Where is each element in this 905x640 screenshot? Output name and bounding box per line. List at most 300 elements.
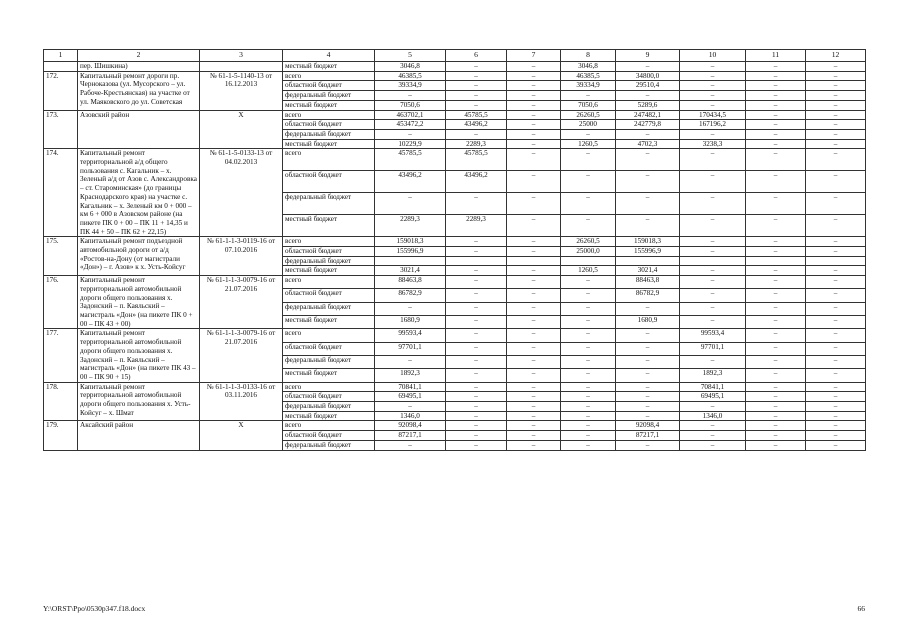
table-row [44,110,866,120]
value-cell: – [446,62,507,72]
value-cell: – [446,266,507,276]
value-cell: – [507,247,561,257]
object-name: Азовский район [78,110,200,149]
header-cell: 1 [44,50,78,62]
value-cell: – [446,129,507,139]
value-cell: – [806,237,866,247]
object-name: Капитальный ремонт территориальной автомобильной дороги общего пользования х. Задонский – п. Каяльский – магистраль «Дон» (на пикете ПК 0 + 00 – ПК 43 + 00) [78,276,200,329]
approval-document [200,62,283,72]
value-cell: 3046,8 [561,62,616,72]
value-cell: – [806,329,866,342]
table-row [44,421,866,431]
value-cell: – [507,237,561,247]
value-cell: – [375,302,446,315]
object-name: Капитальный ремонт территориальной а/д общего пользования с. Кагальник – х. Зеленый а/д от Азов с. Александровка – ст. Староминская» (до границы Краснодарского края) на участке с. Кагальник – х. Зеленый км 0 + 000 – км 6 + 000 в Азовском районе (на пикете ПК 0 + 00 – ПК 11 + 14,35 и ПК 44 + 50 – ПК 62 + 22,15) [78,149,200,237]
value-cell: 1260,5 [561,139,616,149]
value-cell: – [616,91,680,101]
value-cell: 46385,5 [561,71,616,81]
funding-source: областной бюджет [283,342,375,355]
value-cell: 86782,9 [616,289,680,302]
funding-source: федеральный бюджет [283,129,375,139]
value-cell: – [680,431,746,441]
value-cell: 242779,8 [616,120,680,130]
funding-source: местный бюджет [283,266,375,276]
value-cell: – [507,120,561,130]
value-cell: – [561,355,616,368]
value-cell: – [616,369,680,382]
value-cell: – [446,247,507,257]
value-cell: – [746,411,806,421]
value-cell: 167196,2 [680,120,746,130]
value-cell: – [616,382,680,392]
value-cell: 155996,9 [616,247,680,257]
value-cell: – [806,289,866,302]
value-cell: – [680,302,746,315]
value-cell: – [806,411,866,421]
value-cell [746,256,806,266]
funding-source: областной бюджет [283,171,375,193]
table-row [44,62,866,72]
value-cell: 4702,3 [616,139,680,149]
value-cell: – [446,302,507,315]
value-cell: – [507,302,561,315]
value-cell: 1260,5 [561,266,616,276]
value-cell: 247482,1 [616,110,680,120]
value-cell: – [507,171,561,193]
row-number: 178. [44,382,78,421]
value-cell: – [507,149,561,171]
value-cell: – [507,81,561,91]
header-cell: 8 [561,50,616,62]
row-number: 173. [44,110,78,149]
value-cell: 453472,2 [375,120,446,130]
value-cell: – [806,120,866,130]
value-cell: – [446,71,507,81]
value-cell: – [806,382,866,392]
value-cell: – [616,411,680,421]
approval-document: X [200,110,283,149]
value-cell: – [680,62,746,72]
value-cell: – [680,193,746,215]
value-cell: 43496,2 [446,171,507,193]
value-cell: 26260,5 [561,237,616,247]
value-cell: – [446,289,507,302]
funding-source: областной бюджет [283,289,375,302]
value-cell: – [507,215,561,237]
value-cell: – [746,431,806,441]
funding-source: федеральный бюджет [283,91,375,101]
value-cell: – [680,316,746,329]
table-row [44,276,866,289]
object-name: Капитальный ремонт дороги пр. Черноказова (ул. Мусорского – ул. Рабоче-Крестьянская) на участке от ул. Маяковского до ул. Советская [78,71,200,110]
value-cell: 3046,8 [375,62,446,72]
value-cell: – [446,355,507,368]
value-cell: – [561,302,616,315]
funding-source: всего [283,382,375,392]
value-cell: – [806,302,866,315]
value-cell: – [561,342,616,355]
header-cell: 10 [680,50,746,62]
value-cell: – [375,402,446,412]
value-cell: – [507,411,561,421]
value-cell: 87217,1 [616,431,680,441]
value-cell: – [616,355,680,368]
value-cell: – [746,421,806,431]
value-cell: 43496,2 [446,120,507,130]
value-cell: 3238,3 [680,139,746,149]
row-number: 174. [44,149,78,237]
value-cell: – [507,431,561,441]
value-cell: 1346,0 [680,411,746,421]
value-cell: – [446,342,507,355]
value-cell: – [746,139,806,149]
value-cell: 7050,6 [561,100,616,110]
value-cell: – [746,81,806,91]
value-cell: – [806,276,866,289]
funding-source: областной бюджет [283,392,375,402]
value-cell: – [375,355,446,368]
value-cell: 5289,6 [616,100,680,110]
object-name: Капитальный ремонт подъездной автомобильной дороги от а/д «Ростов-на-Дону (от магистрали «Дон») – г. Азов» к х. Усть-Койсуг [78,237,200,276]
value-cell: – [446,316,507,329]
value-cell: – [746,193,806,215]
value-cell: – [375,129,446,139]
header-row [44,50,866,62]
value-cell: – [507,402,561,412]
value-cell: – [746,392,806,402]
value-cell: – [561,193,616,215]
value-cell: – [446,421,507,431]
value-cell: 88463,8 [375,276,446,289]
funding-source: федеральный бюджет [283,402,375,412]
value-cell: – [680,81,746,91]
value-cell: – [746,91,806,101]
funding-source: федеральный бюджет [283,193,375,215]
value-cell: – [746,302,806,315]
funding-source: местный бюджет [283,316,375,329]
value-cell: – [806,171,866,193]
value-cell: – [507,316,561,329]
funding-source: федеральный бюджет [283,355,375,368]
value-cell: – [806,392,866,402]
approval-document: X [200,421,283,450]
value-cell: – [507,369,561,382]
value-cell: 86782,9 [375,289,446,302]
value-cell: – [561,369,616,382]
value-cell: – [680,71,746,81]
value-cell: – [561,440,616,450]
funding-source: всего [283,237,375,247]
value-cell: – [746,382,806,392]
value-cell: 1892,3 [375,369,446,382]
value-cell: 2289,3 [446,215,507,237]
value-cell: 99593,4 [375,329,446,342]
table-row [44,329,866,342]
value-cell: – [616,402,680,412]
value-cell: – [680,247,746,257]
value-cell: 3021,4 [375,266,446,276]
value-cell: – [680,129,746,139]
value-cell: – [561,402,616,412]
value-cell: – [616,302,680,315]
value-cell: – [507,329,561,342]
value-cell: – [375,91,446,101]
approval-document: № 61-1-5-0133-13 от 04.02.2013 [200,149,283,237]
value-cell: – [680,91,746,101]
row-number [44,62,78,72]
funding-source: федеральный бюджет [283,256,375,266]
value-cell: – [561,316,616,329]
value-cell: – [746,316,806,329]
value-cell: – [806,369,866,382]
value-cell: – [446,369,507,382]
value-cell: – [746,276,806,289]
value-cell: – [446,431,507,441]
value-cell: – [746,110,806,120]
funding-source: местный бюджет [283,215,375,237]
funding-source: местный бюджет [283,62,375,72]
value-cell: 159018,3 [616,237,680,247]
value-cell: – [680,355,746,368]
value-cell: – [507,289,561,302]
value-cell: – [507,100,561,110]
row-number: 179. [44,421,78,450]
value-cell: – [507,392,561,402]
value-cell: – [806,402,866,412]
value-cell [446,256,507,266]
value-cell: – [507,110,561,120]
table-row [44,237,866,247]
value-cell: – [680,215,746,237]
value-cell: – [746,289,806,302]
value-cell: – [561,411,616,421]
value-cell: – [446,382,507,392]
value-cell: – [446,440,507,450]
value-cell: – [616,440,680,450]
value-cell: 2289,3 [375,215,446,237]
value-cell: – [746,329,806,342]
value-cell: 29510,4 [616,81,680,91]
value-cell: – [746,266,806,276]
value-cell: – [680,276,746,289]
value-cell: – [806,62,866,72]
funding-source: местный бюджет [283,100,375,110]
value-cell: – [507,266,561,276]
object-name: Капитальный ремонт территориальной автомобильной дороги общего пользования х. Задонский – п. Каяльский – магистраль «Дон» (на пикете ПК 43 – 00 – ПК 90 + 15) [78,329,200,382]
funding-source: местный бюджет [283,139,375,149]
value-cell: – [507,342,561,355]
value-cell: – [507,382,561,392]
value-cell: – [680,402,746,412]
header-cell: 6 [446,50,507,62]
value-cell: 26260,5 [561,110,616,120]
approval-document: № 61-1-1-3-0133-16 от 03.11.2016 [200,382,283,421]
value-cell: – [806,100,866,110]
value-cell: 39334,9 [561,81,616,91]
value-cell: 99593,4 [680,329,746,342]
value-cell: – [507,91,561,101]
object-name: пер. Шишкина) [78,62,200,72]
value-cell: – [746,100,806,110]
header-cell: 9 [616,50,680,62]
funding-source: областной бюджет [283,81,375,91]
value-cell: – [680,171,746,193]
row-number: 176. [44,276,78,329]
approval-document: № 61-1-1-3-0079-16 от 21.07.2016 [200,276,283,329]
header-cell: 2 [78,50,200,62]
value-cell: 92098,4 [375,421,446,431]
approval-document: № 61-1-1-3-0079-16 от 21.07.2016 [200,329,283,382]
value-cell: 70841,1 [375,382,446,392]
funding-source: областной бюджет [283,431,375,441]
value-cell: – [561,171,616,193]
file-path-footer: Y:\ORST\Ppo\0530p347.f18.docx [43,604,146,613]
value-cell: – [806,355,866,368]
value-cell: 45785,5 [446,149,507,171]
value-cell: 45785,5 [446,110,507,120]
value-cell: 25000,0 [561,247,616,257]
value-cell [680,256,746,266]
value-cell: – [806,110,866,120]
value-cell: 88463,8 [616,276,680,289]
value-cell: – [680,266,746,276]
value-cell: 10229,9 [375,139,446,149]
value-cell: 155996,9 [375,247,446,257]
value-cell: – [746,171,806,193]
value-cell: – [746,215,806,237]
approval-document: № 61-1-5-1140-13 от 16.12.2013 [200,71,283,110]
value-cell: – [446,276,507,289]
value-cell: 463702,1 [375,110,446,120]
header-cell: 11 [746,50,806,62]
object-name: Капитальный ремонт территориальной автомобильной дороги общего пользования х. Усть-Койсуг – х. Шмат [78,382,200,421]
value-cell: – [806,193,866,215]
budget-table [43,49,866,451]
value-cell: 159018,3 [375,237,446,247]
value-cell: 43496,2 [375,171,446,193]
value-cell: – [616,129,680,139]
funding-source: местный бюджет [283,411,375,421]
value-cell: – [616,171,680,193]
value-cell: – [446,81,507,91]
value-cell: – [806,266,866,276]
value-cell: 92098,4 [616,421,680,431]
value-cell: – [446,411,507,421]
value-cell: – [561,276,616,289]
value-cell: – [746,355,806,368]
value-cell: 1680,9 [616,316,680,329]
value-cell: – [561,289,616,302]
funding-source: федеральный бюджет [283,302,375,315]
value-cell: 97701,1 [375,342,446,355]
value-cell: – [806,81,866,91]
value-cell: – [446,100,507,110]
funding-source: всего [283,110,375,120]
value-cell: 39334,9 [375,81,446,91]
value-cell: – [616,62,680,72]
value-cell: – [507,62,561,72]
value-cell: – [561,329,616,342]
table-row [44,71,866,81]
value-cell: – [680,149,746,171]
value-cell: – [806,71,866,81]
value-cell: 87217,1 [375,431,446,441]
value-cell: – [561,91,616,101]
value-cell: – [616,215,680,237]
table-row [44,149,866,171]
row-number: 172. [44,71,78,110]
value-cell: – [507,440,561,450]
value-cell: – [680,440,746,450]
value-cell: – [680,237,746,247]
value-cell: 97701,1 [680,342,746,355]
value-cell: – [806,129,866,139]
value-cell [561,256,616,266]
value-cell [806,256,866,266]
value-cell: 46385,5 [375,71,446,81]
value-cell: – [680,289,746,302]
value-cell: – [507,355,561,368]
value-cell: 45785,5 [375,149,446,171]
value-cell: – [561,215,616,237]
value-cell: – [561,431,616,441]
value-cell: – [746,247,806,257]
funding-source: всего [283,276,375,289]
value-cell: – [507,276,561,289]
approval-document: № 61-1-1-3-0119-16 от 07.10.2016 [200,237,283,276]
object-name: Аксайский район [78,421,200,450]
value-cell: – [446,193,507,215]
value-cell: – [746,149,806,171]
header-cell: 5 [375,50,446,62]
value-cell: 69495,1 [375,392,446,402]
row-number: 175. [44,237,78,276]
value-cell: 69495,1 [680,392,746,402]
value-cell: – [507,71,561,81]
value-cell: – [616,193,680,215]
value-cell: 34800,0 [616,71,680,81]
value-cell: – [616,329,680,342]
value-cell: 7050,6 [375,100,446,110]
value-cell: – [446,91,507,101]
funding-source: местный бюджет [283,369,375,382]
value-cell: – [746,62,806,72]
header-cell: 4 [283,50,375,62]
value-cell: – [616,149,680,171]
value-cell [616,256,680,266]
value-cell: – [806,342,866,355]
value-cell: – [806,440,866,450]
value-cell: – [561,129,616,139]
value-cell: – [746,402,806,412]
value-cell: 2289,3 [446,139,507,149]
value-cell: – [375,440,446,450]
value-cell: 1346,0 [375,411,446,421]
value-cell: – [446,402,507,412]
value-cell: – [806,431,866,441]
value-cell [507,256,561,266]
value-cell: – [561,382,616,392]
value-cell: – [746,237,806,247]
value-cell: – [561,392,616,402]
value-cell [375,256,446,266]
value-cell: – [507,193,561,215]
value-cell: – [806,316,866,329]
value-cell: – [746,71,806,81]
funding-source: всего [283,421,375,431]
value-cell: 3021,4 [616,266,680,276]
value-cell: – [680,100,746,110]
